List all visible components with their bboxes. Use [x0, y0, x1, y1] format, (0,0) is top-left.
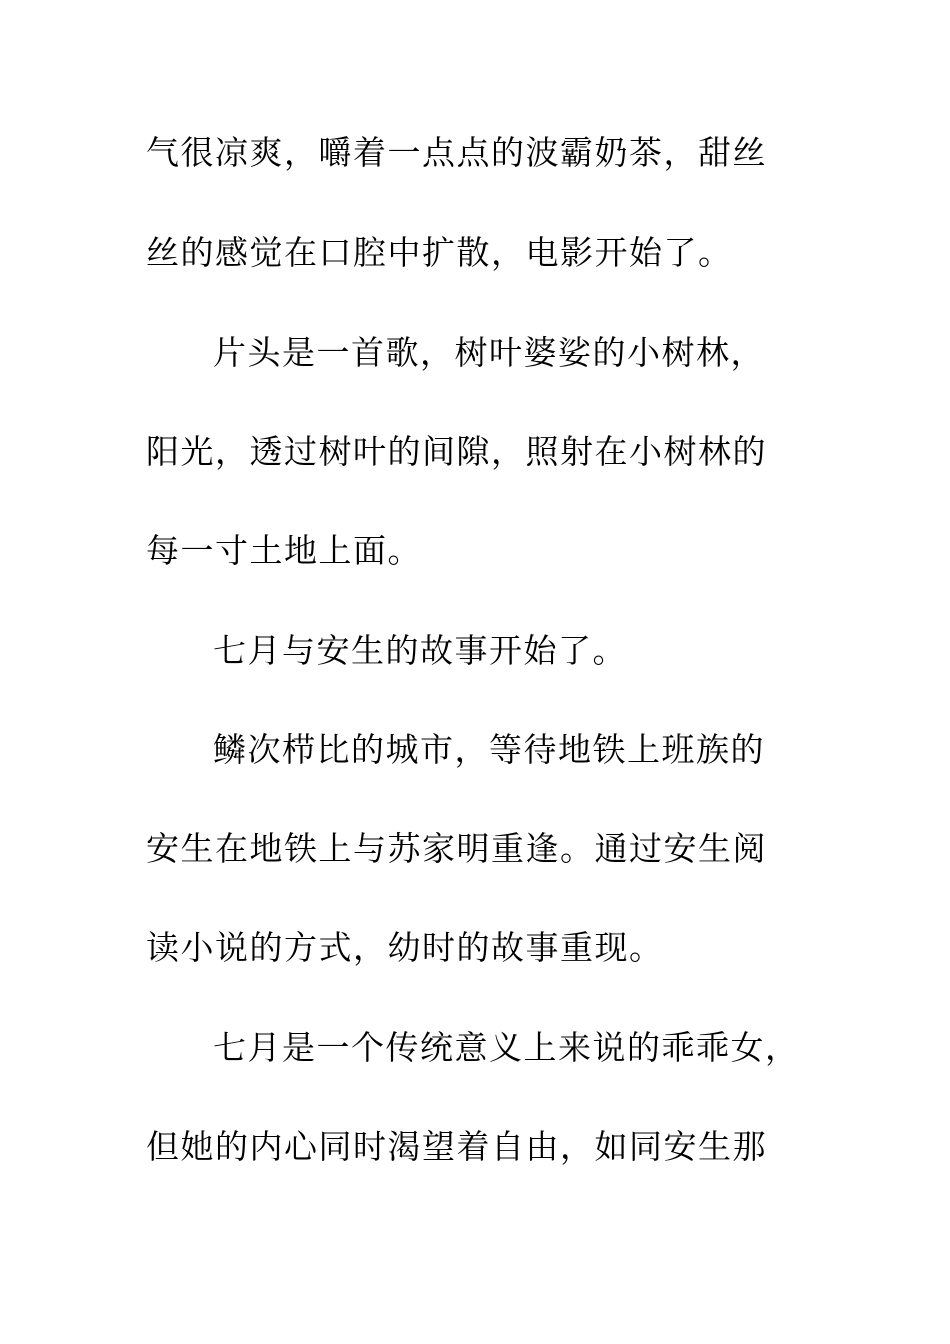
text-line: 但她的内心同时渴望着自由，如同安生那 [146, 1127, 767, 1166]
text-line: 丝的感觉在口腔中扩散，电影开始了。 [146, 233, 733, 272]
text-line: 每一寸土地上面。 [146, 531, 422, 570]
paragraph-start-line: 片头是一首歌，树叶婆娑的小树林， [213, 333, 765, 372]
paragraph-start-line: 鳞次栉比的城市，等待地铁上班族的 [213, 730, 765, 769]
text-line: 安生在地铁上与苏家明重逢。通过安生阅 [146, 829, 767, 868]
paragraph-start-line: 七月是一个传统意义上来说的乖乖女， [213, 1028, 800, 1067]
text-line: 读小说的方式，幼时的故事重现。 [146, 928, 664, 967]
text-line: 气很凉爽，嚼着一点点的波霸奶茶，甜丝 [146, 133, 767, 172]
paragraph-start-line: 七月与安生的故事开始了。 [213, 631, 627, 670]
text-line: 阳光，透过树叶的间隙，照射在小树林的 [146, 432, 767, 471]
